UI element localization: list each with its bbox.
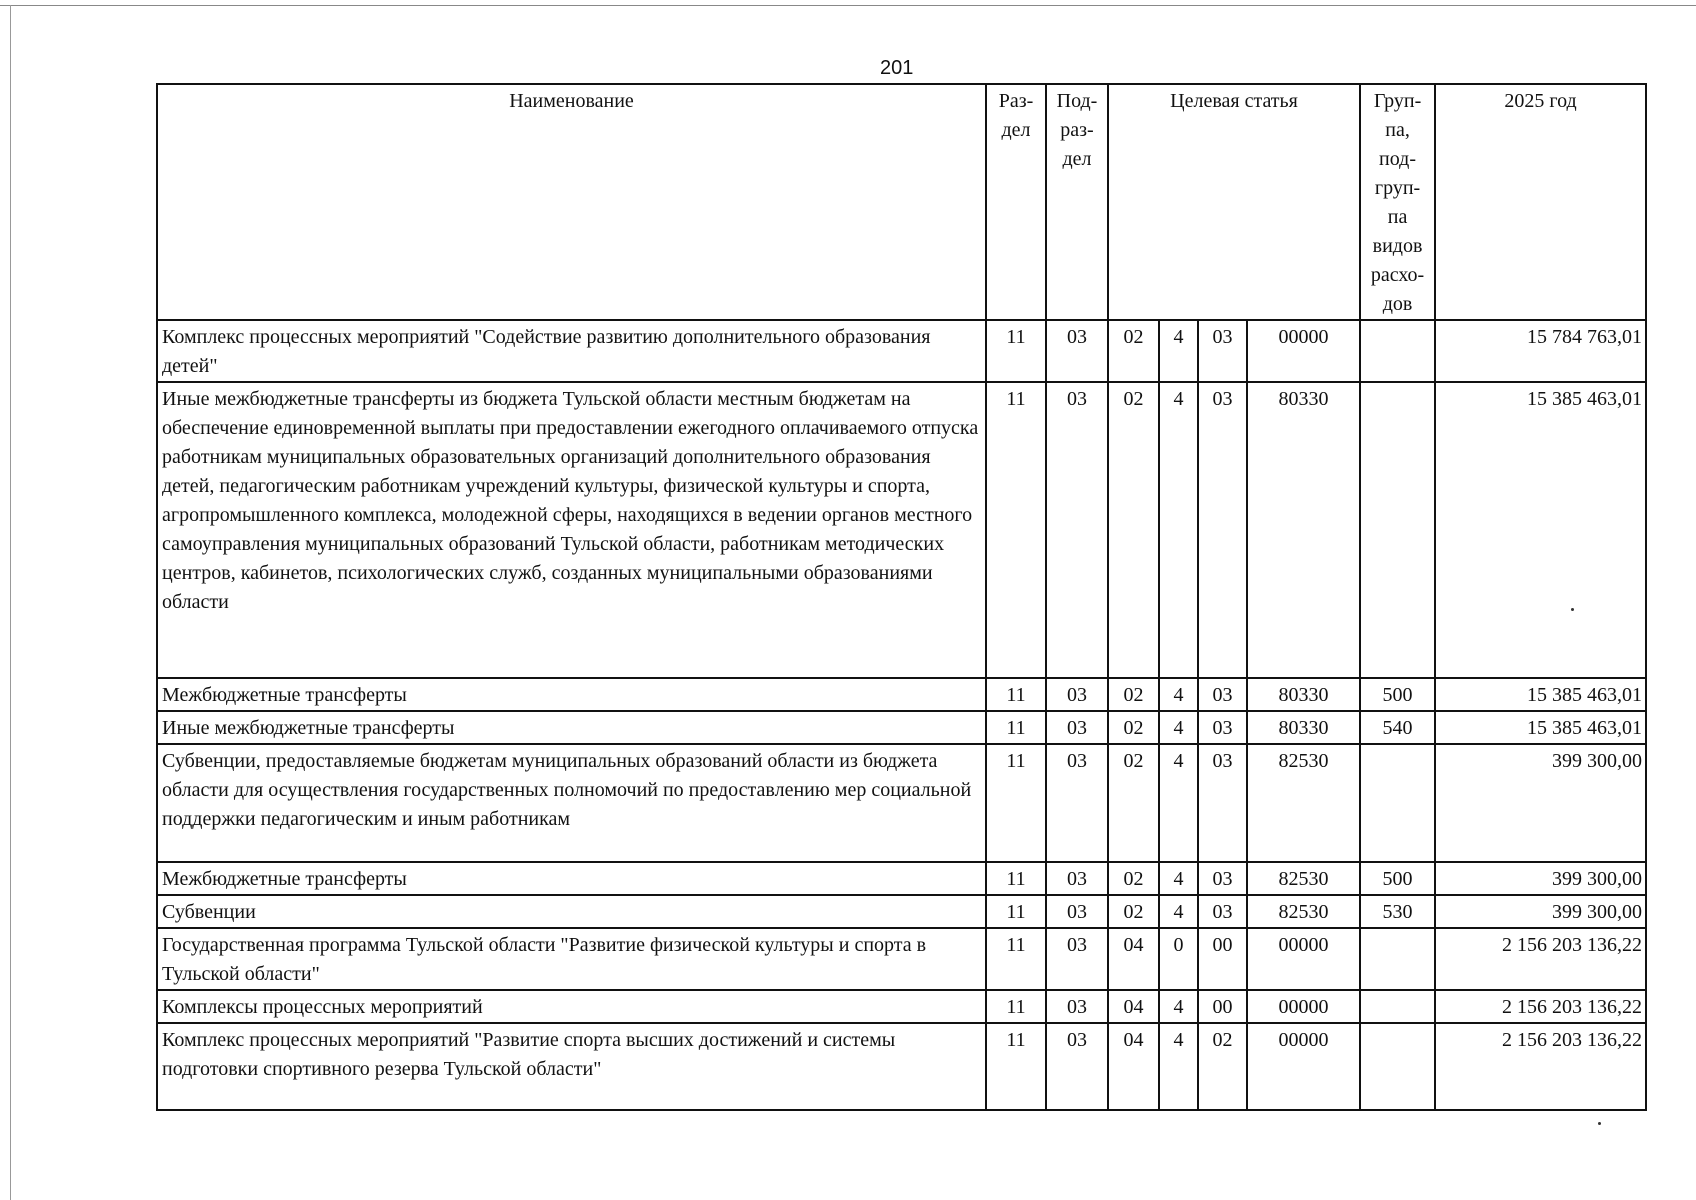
row-target-2: 4	[1159, 320, 1198, 382]
row-target-3: 03	[1198, 862, 1247, 895]
row-razdel: 11	[986, 678, 1046, 711]
table-row	[157, 895, 1646, 928]
row-target-3: 03	[1198, 895, 1247, 928]
row-amount: 15 385 463,01	[1435, 382, 1646, 678]
row-target-2: 4	[1159, 711, 1198, 744]
row-group: 500	[1360, 862, 1435, 895]
row-name: Комплекс процессных мероприятий "Содействие развитию дополнительного образования детей"	[157, 320, 986, 382]
row-razdel: 11	[986, 862, 1046, 895]
row-target-2: 4	[1159, 895, 1198, 928]
table-row	[157, 744, 1646, 862]
row-podrazdel: 03	[1046, 928, 1108, 990]
row-amount: 2 156 203 136,22	[1435, 990, 1646, 1023]
header-razdel: Раз- дел	[986, 84, 1046, 320]
row-amount: 399 300,00	[1435, 744, 1646, 862]
row-name: Государственная программа Тульской области "Развитие физической культуры и спорта в Тульской области"	[157, 928, 986, 990]
row-podrazdel: 03	[1046, 678, 1108, 711]
row-amount: 2 156 203 136,22	[1435, 1023, 1646, 1110]
row-target-3: 00	[1198, 990, 1247, 1023]
row-razdel: 11	[986, 1023, 1046, 1110]
scan-edge-left	[10, 5, 11, 1200]
scan-edge-top	[0, 5, 1696, 6]
row-target-1: 04	[1108, 1023, 1159, 1110]
row-target-3: 03	[1198, 320, 1247, 382]
row-target-1: 02	[1108, 711, 1159, 744]
row-target-2: 4	[1159, 990, 1198, 1023]
row-amount: 399 300,00	[1435, 895, 1646, 928]
row-group: 530	[1360, 895, 1435, 928]
row-target-2: 0	[1159, 928, 1198, 990]
row-target-4: 00000	[1247, 1023, 1360, 1110]
header-row	[157, 84, 1646, 320]
row-name: Межбюджетные трансферты	[157, 678, 986, 711]
row-target-4: 82530	[1247, 862, 1360, 895]
table-row	[157, 320, 1646, 382]
row-group	[1360, 990, 1435, 1023]
row-target-4: 80330	[1247, 382, 1360, 678]
row-target-1: 02	[1108, 320, 1159, 382]
scan-speck	[1571, 608, 1574, 611]
row-target-4: 82530	[1247, 895, 1360, 928]
row-podrazdel: 03	[1046, 382, 1108, 678]
row-group: 540	[1360, 711, 1435, 744]
row-name: Межбюджетные трансферты	[157, 862, 986, 895]
row-razdel: 11	[986, 744, 1046, 862]
row-razdel: 11	[986, 895, 1046, 928]
row-target-2: 4	[1159, 678, 1198, 711]
row-target-1: 02	[1108, 862, 1159, 895]
row-target-3: 03	[1198, 382, 1247, 678]
row-target-4: 80330	[1247, 678, 1360, 711]
row-name: Иные межбюджетные трансферты из бюджета Тульской области местным бюджетам на обеспечение единовременной выплаты при предоставлении ежегодного оплачиваемого отпуска работникам муниципальных образовательных организаций дополнительного образования детей, педагогическим работникам учреждений культуры, физической культуры и спорта, агропромышленного комплекса, молодежной сферы, находящихся в ведении органов местного самоуправления муниципальных образований Тульской области, работникам методических центров, кабинетов, психологических служб, созданных муниципальными образованиями области	[157, 382, 986, 678]
row-name: Иные межбюджетные трансферты	[157, 711, 986, 744]
table-row	[157, 678, 1646, 711]
header-name: Наименование	[157, 84, 986, 320]
row-target-4: 00000	[1247, 320, 1360, 382]
row-podrazdel: 03	[1046, 744, 1108, 862]
header-target-article: Целевая статья	[1108, 84, 1360, 320]
row-target-1: 02	[1108, 678, 1159, 711]
row-target-1: 02	[1108, 744, 1159, 862]
row-target-1: 04	[1108, 990, 1159, 1023]
row-amount: 15 784 763,01	[1435, 320, 1646, 382]
row-target-2: 4	[1159, 1023, 1198, 1110]
row-target-3: 03	[1198, 711, 1247, 744]
row-name: Комплекс процессных мероприятий "Развитие спорта высших достижений и системы подготовки спортивного резерва Тульской области"	[157, 1023, 986, 1110]
header-year: 2025 год	[1435, 84, 1646, 320]
row-target-2: 4	[1159, 744, 1198, 862]
header-podrazdel: Под- раз- дел	[1046, 84, 1108, 320]
row-name: Субвенции, предоставляемые бюджетам муниципальных образований области из бюджета области для осуществления государственных полномочий по предоставлению мер социальной поддержки педагогическим и иным работникам	[157, 744, 986, 862]
row-podrazdel: 03	[1046, 990, 1108, 1023]
row-podrazdel: 03	[1046, 862, 1108, 895]
row-name: Субвенции	[157, 895, 986, 928]
table-row	[157, 928, 1646, 990]
table-row	[157, 382, 1646, 678]
row-amount: 2 156 203 136,22	[1435, 928, 1646, 990]
table-row	[157, 1023, 1646, 1110]
row-target-3: 00	[1198, 928, 1247, 990]
scan-speck	[1598, 1122, 1601, 1125]
page-number: 201	[880, 57, 914, 79]
row-target-3: 03	[1198, 678, 1247, 711]
row-target-4: 82530	[1247, 744, 1360, 862]
row-group	[1360, 744, 1435, 862]
table-row	[157, 990, 1646, 1023]
row-target-1: 02	[1108, 895, 1159, 928]
row-group: 500	[1360, 678, 1435, 711]
row-group	[1360, 382, 1435, 678]
row-razdel: 11	[986, 320, 1046, 382]
row-target-1: 04	[1108, 928, 1159, 990]
row-podrazdel: 03	[1046, 711, 1108, 744]
table-row	[157, 862, 1646, 895]
row-amount: 15 385 463,01	[1435, 711, 1646, 744]
row-razdel: 11	[986, 928, 1046, 990]
row-amount: 399 300,00	[1435, 862, 1646, 895]
table-row	[157, 711, 1646, 744]
row-podrazdel: 03	[1046, 320, 1108, 382]
row-razdel: 11	[986, 990, 1046, 1023]
row-target-3: 03	[1198, 744, 1247, 862]
row-target-4: 00000	[1247, 928, 1360, 990]
row-podrazdel: 03	[1046, 1023, 1108, 1110]
budget-table	[156, 83, 1647, 1111]
row-target-4: 80330	[1247, 711, 1360, 744]
row-razdel: 11	[986, 711, 1046, 744]
row-group	[1360, 928, 1435, 990]
row-target-3: 02	[1198, 1023, 1247, 1110]
row-target-1: 02	[1108, 382, 1159, 678]
table-body	[157, 320, 1646, 1110]
row-group	[1360, 320, 1435, 382]
row-target-2: 4	[1159, 862, 1198, 895]
row-amount: 15 385 463,01	[1435, 678, 1646, 711]
row-target-4: 00000	[1247, 990, 1360, 1023]
row-podrazdel: 03	[1046, 895, 1108, 928]
row-razdel: 11	[986, 382, 1046, 678]
row-name: Комплексы процессных мероприятий	[157, 990, 986, 1023]
header-group: Груп- па, под- груп- па видов расхо- дов	[1360, 84, 1435, 320]
row-target-2: 4	[1159, 382, 1198, 678]
row-group	[1360, 1023, 1435, 1110]
